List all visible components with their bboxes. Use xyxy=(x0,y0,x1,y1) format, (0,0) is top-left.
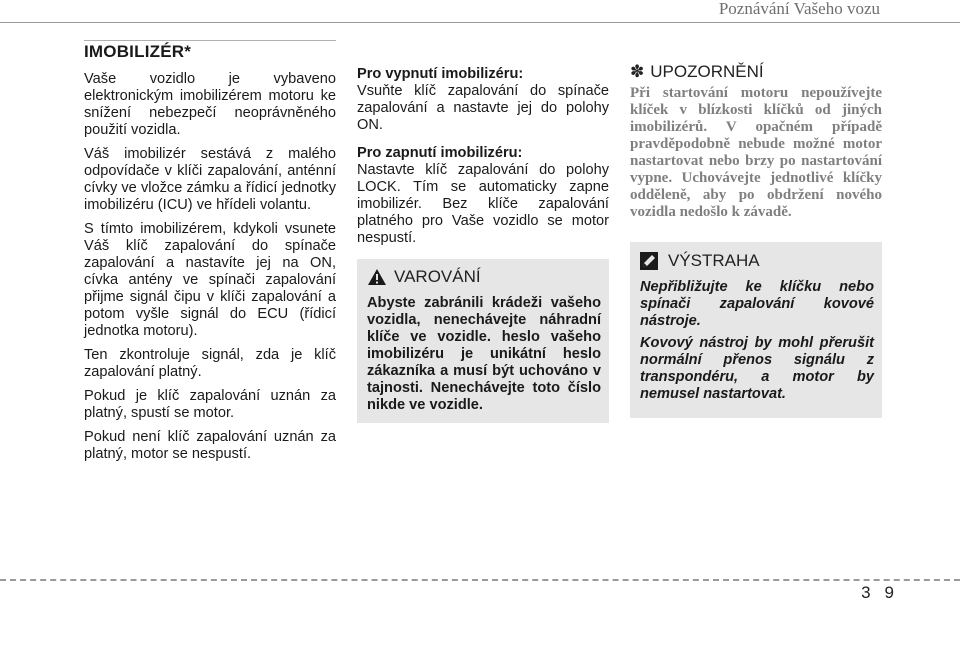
section-rule xyxy=(84,40,336,41)
caution-text: Při startování motoru nepoužívejte klíček v blízkosti klíčků od jiných imobilizérů. V opačném případě pravděpodobně nebude možné motor nastartovat nebo brzy po nastartování vypne. Uchovávejte jednotlivé klíčky odděleně, aby po obdržení nového vozidla nedošlo k závadě. xyxy=(630,85,882,220)
footer-rule xyxy=(0,579,960,581)
notice-title: VÝSTRAHA xyxy=(668,251,760,270)
column-instructions xyxy=(357,40,609,423)
warning-box xyxy=(357,259,609,423)
column-notices xyxy=(630,40,882,418)
page-number-value: 9 xyxy=(884,583,894,602)
caution-title: UPOZORNĚNÍ xyxy=(650,62,764,81)
deactivate-text: Vsuňte klíč zapalování do spínače zapalování a nastavte jej do polohy ON. xyxy=(357,83,609,133)
caution-heading xyxy=(630,62,882,82)
header-rule xyxy=(0,22,960,23)
page-header: Poznávání Vašeho vozu xyxy=(718,0,880,18)
paragraph: Vaše vozidlo je vybaveno elektronickým imobilizérem motoru ke snížení nebezpečí neoprávněného použití vozidla. xyxy=(84,71,336,138)
asterisk-icon: ✽ xyxy=(630,62,645,81)
warning-title: VAROVÁNÍ xyxy=(394,267,481,286)
activate-title: Pro zapnutí imobilizéru: xyxy=(357,145,523,161)
notice-text-1: Nepřibližujte ke klíčku nebo spínači zapalování kovové nástroje. xyxy=(640,279,874,329)
warning-triangle-icon xyxy=(367,268,387,286)
page-number xyxy=(861,583,894,603)
paragraph: S tímto imobilizérem, kdykoli vsunete Váš klíč zapalování do spínače zapalování a nastavíte jej na ON, cívka antény ve spínači zapalování přijme signál čipu v klíči zapalování a potom vyšle signál do ECU (řídicí jednotka motoru). xyxy=(84,221,336,339)
deactivate-title: Pro vypnutí imobilizéru: xyxy=(357,66,524,82)
notice-box xyxy=(630,242,882,418)
activate-text: Nastavte klíč zapalování do polohy LOCK. Tím se automaticky zapne imobilizér. Bez klíče zapalování platného pro Vaše vozidlo se motor nespustí. xyxy=(357,162,609,246)
paragraph: Ten zkontroluje signál, zda je klíč zapalování platný. xyxy=(84,347,336,380)
paragraph: Váš imobilizér sestává z malého odpovídače v klíči zapalování, anténní cívky ve vložce zámku a řídicí jednotky imobilizéru (ICU) ve hřídeli volantu. xyxy=(84,146,336,213)
warning-heading xyxy=(367,267,601,287)
column-immobilizer xyxy=(84,40,336,470)
paragraph: Pokud je klíč zapalování uznán za platný, spustí se motor. xyxy=(84,388,336,421)
notice-text-2: Kovový nástroj by mohl přerušit normální přenos signálu z transpondéru, a motor by nemusel nastartovat. xyxy=(640,335,874,402)
notice-heading xyxy=(640,251,874,271)
paragraph: Pokud není klíč zapalování uznán za platný, motor se nespustí. xyxy=(84,429,336,462)
pencil-icon xyxy=(640,252,658,270)
section-title: IMOBILIZÉR* xyxy=(84,42,192,61)
chapter-number: 3 xyxy=(861,583,871,602)
warning-text: Abyste zabránili krádeži vašeho vozidla, nenechávejte náhradní klíče ve vozidle. heslo vašeho imobilizéru je unikátní heslo zákazníka a musí být uchováno v tajnosti. Nenechávejte toto číslo nikde ve vozidle. xyxy=(367,295,601,413)
